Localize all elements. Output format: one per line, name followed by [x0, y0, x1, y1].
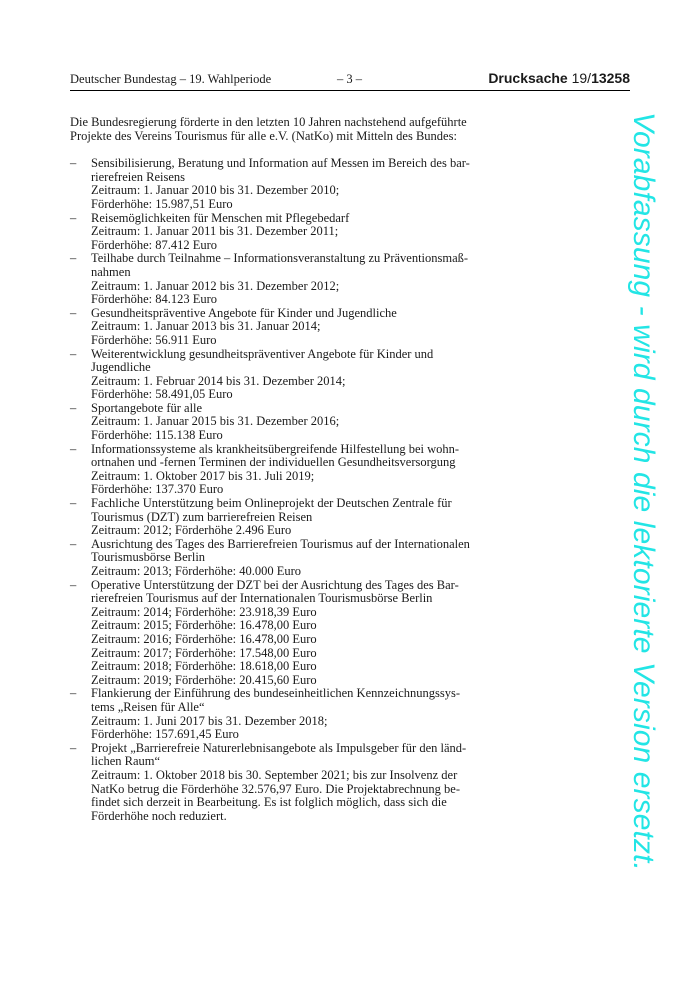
list-dash: – [70, 577, 77, 592]
project-text-line: Fachliche Unterstützung beim Onlineprojekt der Deutschen Zentrale für [91, 496, 452, 511]
project-text-line: Förderhöhe: 15.987,51 Euro [91, 196, 233, 211]
header-number-prefix: 19/ [571, 70, 592, 86]
project-text-line: Zeitraum: 1. Januar 2012 bis 31. Dezember 2012; [91, 278, 340, 293]
page-header [70, 72, 630, 91]
project-list-item [70, 497, 480, 538]
project-text-line: Gesundheitspräventive Angebote für Kinder und Jugendliche [91, 305, 397, 320]
project-text-line: Zeitraum: 2012; Förderhöhe 2.496 Euro [91, 523, 292, 538]
project-list [70, 157, 480, 823]
project-text-line: Zeitraum: 2014; Förderhöhe: 23.918,39 Euro [91, 604, 317, 619]
header-document-number [488, 70, 630, 86]
project-text-line: Tourismus (DZT) zum barrierefreien Reisen [91, 509, 313, 524]
project-text-line: Sensibilisierung, Beratung und Information auf Messen im Bereich des bar- [91, 156, 470, 171]
header-publication: Deutscher Bundestag – 19. Wahlperiode [70, 72, 272, 86]
project-text-line: Zeitraum: 2018; Förderhöhe: 18.618,00 Euro [91, 659, 317, 674]
project-text-line: Zeitraum: 1. Juni 2017 bis 31. Dezember 2018; [91, 713, 328, 728]
project-text-line: Reisemöglichkeiten für Menschen mit Pflegebedarf [91, 210, 350, 225]
list-dash: – [70, 686, 77, 701]
intro-line: Projekte des Vereins Tourismus für alle e.V. (NatKo) mit Mitteln des Bundes: [70, 128, 457, 143]
project-text-line: nahmen [91, 264, 131, 279]
project-text-line: rierefreien Reisens [91, 169, 186, 184]
project-list-item [70, 742, 480, 824]
intro-paragraph [70, 116, 480, 143]
project-text-line: Zeitraum: 2013; Förderhöhe: 40.000 Euro [91, 564, 302, 578]
project-text-line: rierefreien Tourismus auf der Internationalen Tourismusbörse Berlin [91, 591, 433, 606]
list-dash: – [70, 305, 77, 320]
project-text-line: Operative Unterstützung der DZT bei der Ausrichtung des Tages des Bar- [91, 577, 459, 592]
project-text-line: Zeitraum: 1. Januar 2011 bis 31. Dezember 2011; [91, 224, 339, 239]
project-list-item [70, 443, 480, 497]
project-text-line: Zeitraum: 1. Oktober 2018 bis 30. September 2021; bis zur Insolvenz der [91, 767, 458, 782]
project-text-line: Zeitraum: 1. Februar 2014 bis 31. Dezember 2014; [91, 373, 346, 388]
list-dash: – [70, 740, 77, 755]
project-text-line: Zeitraum: 1. Oktober 2017 bis 31. Juli 2019; [91, 468, 315, 483]
list-dash: – [70, 400, 77, 415]
project-text-line: Informationssysteme als krankheitsübergreifende Hilfestellung bei wohn- [91, 441, 460, 456]
project-list-item [70, 402, 480, 443]
project-text-line: Förderhöhe: 84.123 Euro [91, 292, 218, 307]
project-text-line: findet sich derzeit in Bearbeitung. Es ist folglich möglich, dass sich die [91, 795, 447, 810]
project-text-line: Zeitraum: 2015; Förderhöhe: 16.478,00 Euro [91, 618, 317, 633]
project-text-line: Zeitraum: 2019; Förderhöhe: 20.415,60 Euro [91, 672, 317, 687]
project-text-line: Förderhöhe: 58.491,05 Euro [91, 387, 233, 402]
project-text-line: Förderhöhe noch reduziert. [91, 808, 227, 823]
project-text-line: Förderhöhe: 56.911 Euro [91, 332, 217, 347]
project-text-line: Zeitraum: 2017; Förderhöhe: 17.548,00 Euro [91, 645, 317, 660]
project-text-line: NatKo betrug die Förderhöhe 32.576,97 Euro. Die Projektabrechnung be- [91, 781, 461, 796]
project-text-line: Weiterentwicklung gesundheitspräventiver Angebote für Kinder und [91, 346, 434, 361]
document-body [70, 116, 480, 823]
project-text-line: Flankierung der Einführung des bundeseinheitlichen Kennzeichnungssys- [91, 686, 461, 701]
intro-line: Die Bundesregierung förderte in den letzten 10 Jahren nachstehend aufgeführte [70, 115, 467, 129]
project-text-line: Förderhöhe: 157.691,45 Euro [91, 727, 239, 742]
project-list-item [70, 348, 480, 402]
project-text-line: lichen Raum“ [91, 754, 161, 769]
header-drucksache-label: Drucksache [488, 70, 568, 86]
header-number-suffix: 13258 [591, 70, 630, 86]
project-text-line: Projekt „Barrierefreie Naturerlebnisangebote als Impulsgeber für den länd- [91, 740, 467, 755]
project-text-line: tems „Reisen für Alle“ [91, 699, 205, 714]
project-list-item [70, 579, 480, 688]
project-text-line: Zeitraum: 2016; Förderhöhe: 16.478,00 Euro [91, 631, 317, 646]
list-dash: – [70, 156, 77, 171]
project-text-line: Zeitraum: 1. Januar 2015 bis 31. Dezember 2016; [91, 414, 340, 429]
project-text-line: Ausrichtung des Tages des Barrierefreien Tourismus auf der Internationalen [91, 536, 470, 551]
project-text-line: ortnahen und -fernen Terminen der individuellen Gesundheitsversorgung [91, 455, 456, 470]
list-dash: – [70, 441, 77, 456]
project-text-line: Sportangebote für alle [91, 400, 203, 415]
project-list-item [70, 157, 480, 211]
project-list-item [70, 538, 480, 579]
project-text-line: Zeitraum: 1. Januar 2010 bis 31. Dezember 2010; [91, 183, 340, 198]
project-text-line: Förderhöhe: 115.138 Euro [91, 428, 223, 443]
project-list-item [70, 212, 480, 253]
list-dash: – [70, 536, 77, 551]
project-list-item [70, 687, 480, 741]
project-text-line: Zeitraum: 1. Januar 2013 bis 31. Januar 2014; [91, 319, 321, 334]
header-page-number: – 3 – [337, 72, 362, 86]
project-text-line: Förderhöhe: 137.370 Euro [91, 482, 224, 497]
list-dash: – [70, 496, 77, 511]
project-text-line: Förderhöhe: 87.412 Euro [91, 237, 218, 252]
project-text-line: Teilhabe durch Teilnahme – Informationsveranstaltung zu Präventionsmaß- [91, 251, 469, 266]
project-text-line: Tourismusbörse Berlin [91, 550, 206, 565]
project-list-item [70, 252, 480, 306]
draft-watermark: Vorabfassung - wird durch die lektorierte Version ersetzt. [627, 112, 660, 871]
list-dash: – [70, 346, 77, 361]
list-dash: – [70, 251, 77, 266]
list-dash: – [70, 210, 77, 225]
project-list-item [70, 307, 480, 348]
project-text-line: Jugendliche [91, 360, 151, 375]
